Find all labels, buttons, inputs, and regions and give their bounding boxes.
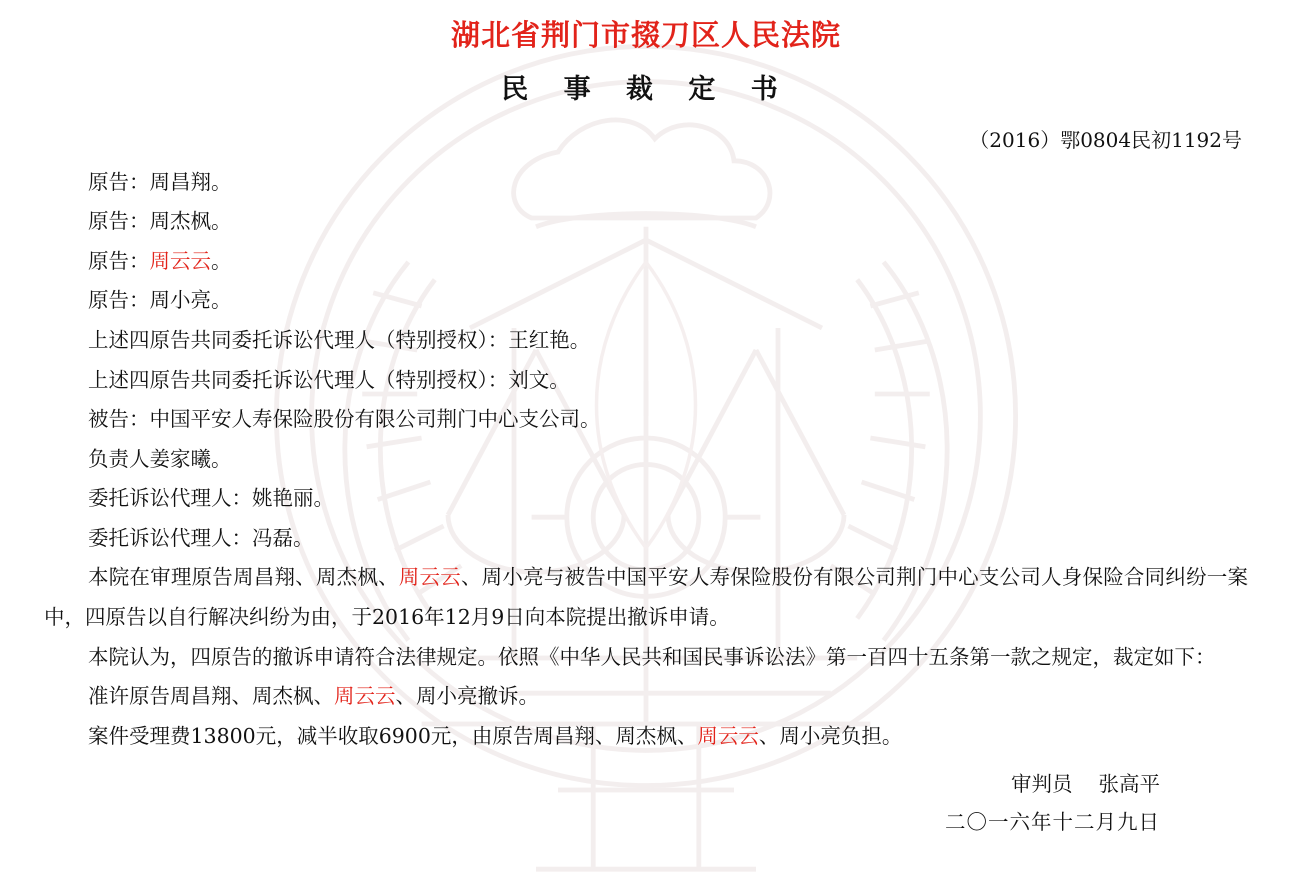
party-line	[44, 321, 1248, 361]
party-line	[44, 202, 1248, 242]
signature-date: 二〇一六年十二月九日	[945, 810, 1160, 835]
party-line-text: 原告：周小亮。	[88, 288, 232, 313]
ruling-2-part-2: 、周小亮负担。	[758, 723, 903, 748]
party-line-text: 负责人姜家曦。	[88, 446, 232, 471]
party-line	[44, 440, 1248, 480]
paragraph-case-summary	[44, 558, 1248, 637]
ruling-1-part-1: 准许原告周昌翔、周杰枫、	[88, 684, 334, 709]
party-line-text: 原告：周昌翔。	[88, 169, 232, 194]
party-line	[44, 361, 1248, 401]
ruling-1-part-2: 、周小亮撤诉。	[395, 684, 539, 709]
ruling-2-highlight-name: 周云云	[697, 723, 759, 748]
paragraph-part-1: 本院在审理原告周昌翔、周杰枫、	[88, 565, 399, 590]
paragraph-court-opinion: 本院认为，四原告的撤诉申请符合法律规定。依照《中华人民共和国民事诉讼法》第一百四十五条第一款之规定，裁定如下：	[88, 644, 1216, 669]
ruling-2-part-1: 案件受理费13800元，减半收取6900元，由原告周昌翔、周杰枫、	[88, 723, 698, 748]
party-line	[44, 242, 1248, 282]
case-number: （2016）鄂0804民初1192号	[969, 127, 1242, 152]
party-line-text: 上述四原告共同委托诉讼代理人（特别授权）：刘文。	[88, 367, 570, 392]
document-body	[44, 163, 1248, 756]
paragraph-highlight-name: 周云云	[398, 565, 461, 590]
party-line	[44, 281, 1248, 321]
ruling-item-2	[44, 717, 1248, 757]
party-line	[44, 479, 1248, 519]
party-line-highlight: 周云云	[149, 248, 211, 273]
party-line-text: 上述四原告共同委托诉讼代理人（特别授权）：王红艳。	[88, 328, 591, 353]
ruling-item-1	[44, 677, 1248, 717]
judge-line	[44, 766, 1160, 804]
party-line-text: 原告：	[88, 248, 150, 273]
party-line	[44, 163, 1248, 203]
judge-name: 张高平	[1098, 772, 1160, 797]
court-title: 湖北省荆门市掇刀区人民法院	[450, 18, 841, 52]
party-line-text: 委托诉讼代理人：冯磊。	[88, 525, 314, 550]
judge-label: 审判员	[1011, 772, 1073, 797]
party-line	[44, 400, 1248, 440]
party-line-text: 原告：周杰枫。	[88, 209, 232, 234]
party-line-text: 委托诉讼代理人：姚艳丽。	[88, 486, 334, 511]
signature-block	[44, 766, 1248, 842]
paragraph-part-2: 、周小亮与被告中国平安人寿保险股份有限公司荆门中心支公司人身保险合同纠纷一案中，四原告以自行解决纠纷为由，于2016年12月9日向本院提出撤诉申请。	[44, 565, 1249, 629]
party-line-suffix: 。	[211, 248, 232, 273]
document-type-title: 民 事 裁 定 书	[501, 73, 791, 105]
party-line	[44, 519, 1248, 559]
ruling-1-highlight-name: 周云云	[334, 684, 396, 709]
party-line-text: 被告：中国平安人寿保险股份有限公司荆门中心支公司。	[88, 407, 601, 432]
